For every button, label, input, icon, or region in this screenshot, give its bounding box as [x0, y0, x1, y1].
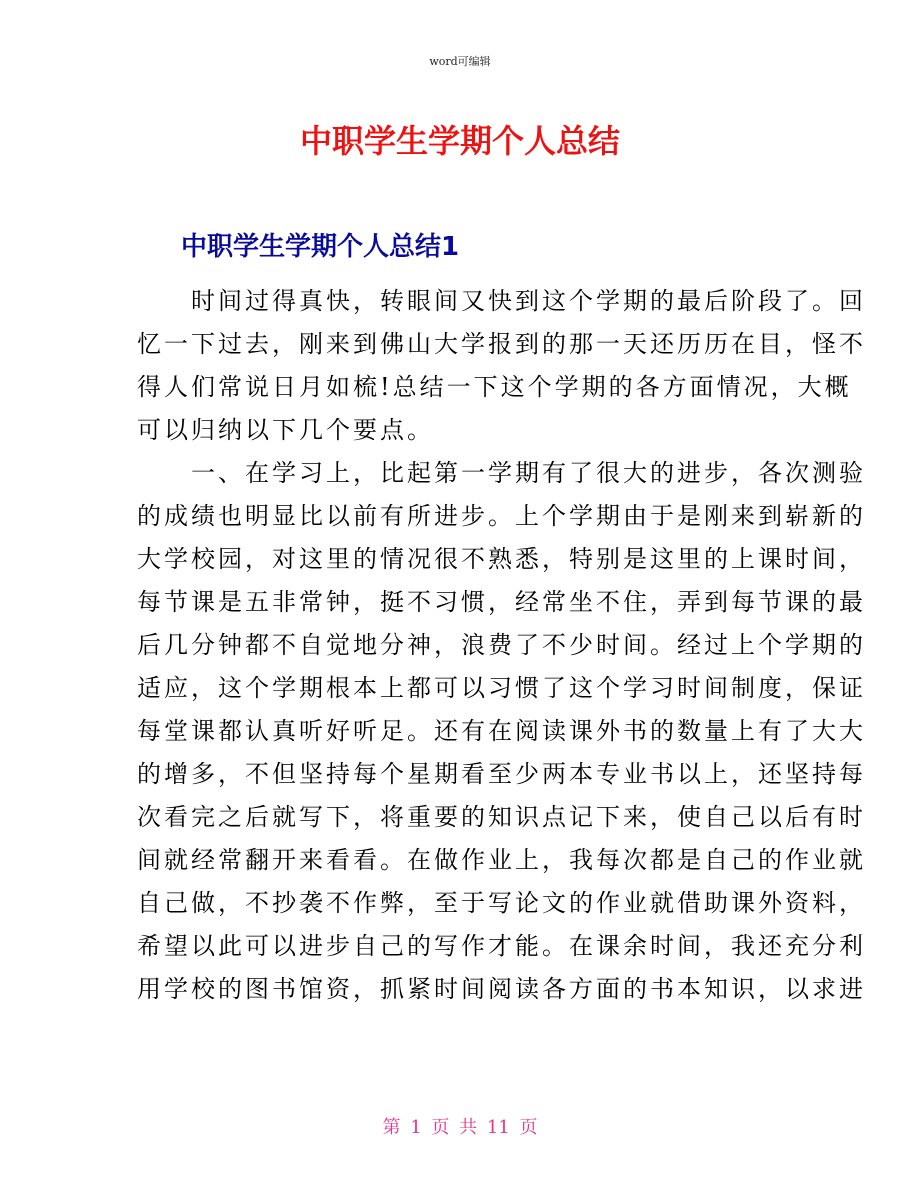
page-footer: 第 1 页 共 11 页 [382, 1117, 538, 1138]
text-line: 每节课是五非常钟，挺不习惯，经常坐不住，弄到每节课的最 [137, 588, 866, 616]
text-line: 得人们常说日月如梳!总结一下这个学期的各方面情况，大概 [137, 373, 852, 401]
text-line: 自己做，不抄袭不作弊，至于写论文的作业就借助课外资料， [137, 889, 866, 917]
page-header: word可编辑 [429, 55, 491, 68]
text-line: 一、在学习上，比起第一学期有了很大的进步，各次测验 [137, 459, 866, 487]
text-line: 适应，这个学期根本上都可以习惯了这个学习时间制度，保证 [137, 674, 866, 702]
text-line: 忆一下过去，刚来到佛山大学报到的那一天还历历在目，怪不 [137, 330, 866, 358]
body-text [137, 283, 866, 1014]
text-line: 间就经常翻开来看看。在做作业上，我每次都是自己的作业就 [137, 846, 866, 874]
text-line: 用学校的图书馆资，抓紧时间阅读各方面的书本知识，以求进 [137, 975, 866, 1003]
text-line: 大学校园，对这里的情况很不熟悉，特别是这里的上课时间， [137, 545, 866, 573]
text-line: 次看完之后就写下，将重要的知识点记下来，使自己以后有时 [137, 803, 866, 831]
text-line: 时间过得真快，转眼间又快到这个学期的最后阶段了。回 [137, 287, 866, 315]
text-line: 可以归纳以下几个要点。 [137, 416, 434, 444]
text-line: 的增多，不但坚持每个星期看至少两本专业书以上，还坚持每 [137, 760, 866, 788]
text-line: 希望以此可以进步自己的写作才能。在课余时间，我还充分利 [137, 932, 866, 960]
section-heading: 中职学生学期个人总结1 [181, 232, 460, 262]
text-line: 的成绩也明显比以前有所进步。上个学期由于是刚来到崭新的 [137, 502, 866, 530]
text-line: 后几分钟都不自觉地分神，浪费了不少时间。经过上个学期的 [137, 631, 866, 659]
text-line: 每堂课都认真听好听足。还有在阅读课外书的数量上有了大大 [137, 717, 866, 745]
document-title: 中职学生学期个人总结 [299, 122, 620, 160]
